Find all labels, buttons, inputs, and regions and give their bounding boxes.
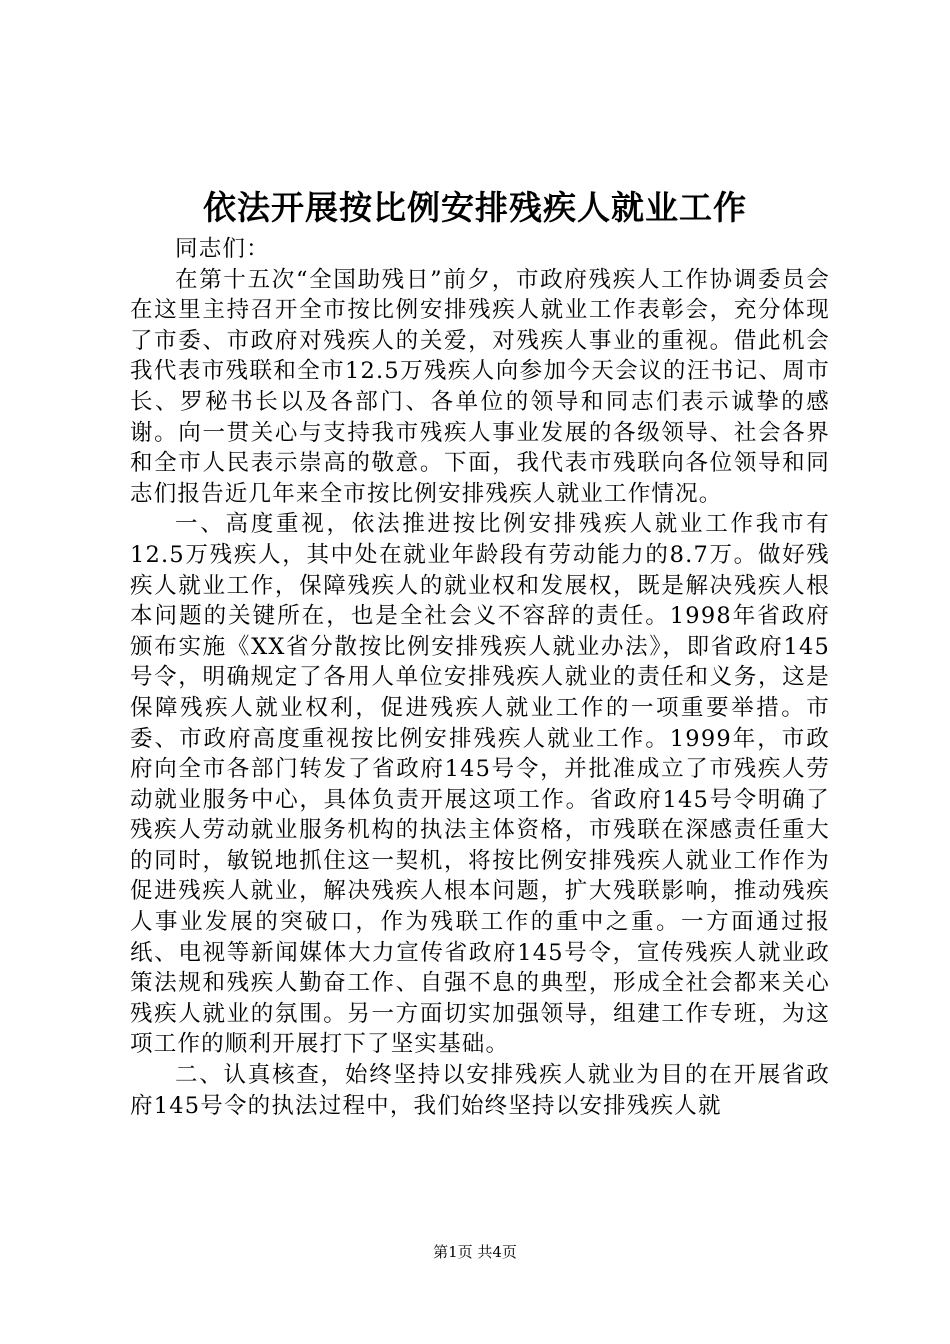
document-body xyxy=(130,234,830,1121)
body-paragraph: 在第十五次“全国助残日”前夕，市政府残疾人工作协调委员会在这里主持召开全市按比例安排残疾人就业工作表彰会，充分体现了市委、市政府对残疾人的关爱，对残疾人事业的重视。借此机会我代表市残联和全市12.5万残疾人向参加今天会议的汪书记、周市长、罗秘书长以及各部门、各单位的领导和同志们表示诚挚的感谢。向一贯关心与支持我市残疾人事业发展的各级领导、社会各界和全市人民表示崇高的敬意。下面，我代表市残联向各位领导和同志们报告近几年来全市按比例安排残疾人就业工作情况。 xyxy=(130,266,830,507)
salutation-paragraph: 同志们： xyxy=(175,236,270,262)
page-number-footer: 第1页 共4页 xyxy=(433,1243,517,1261)
body-paragraph: 一、高度重视，依法推进按比例安排残疾人就业工作我市有12.5万残疾人，其中处在就业年龄段有劳动能力的8.7万。做好残疾人就业工作，保障残疾人的就业权和发展权，既是解决残疾人根本问题的关键所在，也是全社会义不容辞的责任。1998年省政府颁布实施《XX省分散按比例安排残疾人就业办法》，即省政府145号令，明确规定了各用人单位安排残疾人就业的责任和义务，这是保障残疾人就业权利，促进残疾人就业工作的一项重要举措。市委、市政府高度重视按比例安排残疾人就业工作。1999年，市政府向全市各部门转发了省政府145号令，并批准成立了市残疾人劳动就业服务中心，具体负责开展这项工作。省政府145号令明确了残疾人劳动就业服务机构的执法主体资格，市残联在深感责任重大的同时，敏锐地抓住这一契机，将按比例安排残疾人就业工作作为促进残疾人就业，解决残疾人根本问题，扩大残联影响，推动残疾人事业发展的突破口，作为残联工作的重中之重。一方面通过报纸、电视等新闻媒体大力宣传省政府145号令，宣传残疾人就业政策法规和残疾人勤奋工作、自强不息的典型，形成全社会都来关心残疾人就业的氛围。另一方面切实加强领导，组建工作专班，为这项工作的顺利开展打下了坚实基础。 xyxy=(130,511,830,1058)
body-paragraph: 二、认真核查，始终坚持以安排残疾人就业为目的在开展省政府145号令的执法过程中，我们始终坚持以安排残疾人就 xyxy=(130,1062,830,1119)
document-title: 依法开展按比例安排残疾人就业工作 xyxy=(203,188,747,227)
